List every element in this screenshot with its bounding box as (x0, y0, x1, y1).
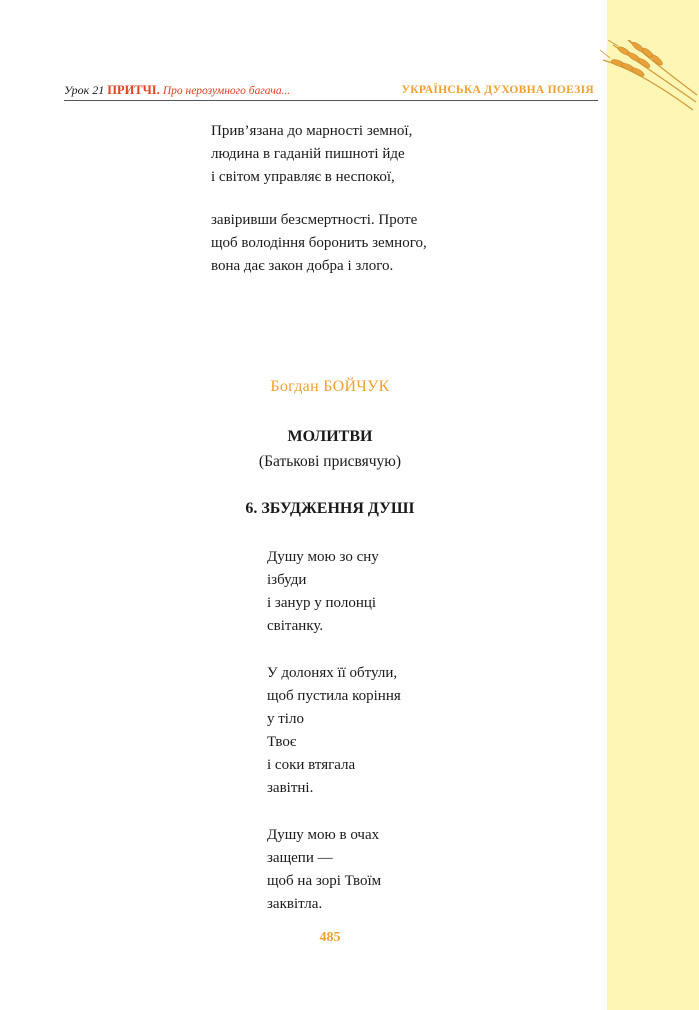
poem-line: завіривши безсмертності. Проте (211, 212, 418, 228)
poem-line: Прив’язана до марності земної, (211, 123, 413, 139)
prev-poem-stanza-1 (211, 120, 412, 189)
poem-line: і світом управляє в неспокої, (211, 169, 395, 185)
prev-poem-stanza-2 (211, 209, 427, 278)
poem-title: МОЛИТВИ (287, 428, 373, 445)
poem-line: щоб пустила коріння (267, 688, 401, 704)
poem-line: ізбуди (267, 572, 307, 588)
poem-line: защепи — (267, 850, 333, 866)
dedication: (Батькові присвячую) (258, 453, 402, 470)
wheat-icon (598, 40, 699, 115)
poem-stanza-2 (267, 662, 401, 800)
poem-line: людина в гаданій пишноті йде (211, 146, 405, 162)
poem-line: у тіло (267, 711, 304, 727)
poem-subheading: 6. ЗБУДЖЕННЯ ДУШІ (245, 500, 415, 517)
header-divider (64, 100, 598, 101)
lesson-label: Урок 21 (64, 83, 105, 97)
page-number: 485 (319, 930, 341, 945)
poem-line: вона дає закон добра і злого. (211, 258, 394, 274)
poem-line: завітні. (267, 780, 314, 796)
poem-line: Твоє (267, 734, 297, 750)
header-subtitle: Про нерозумного багача... (162, 85, 291, 97)
poem-line: Душу мою в очах (267, 827, 380, 843)
poem-line: і соки втягала (267, 757, 356, 773)
poem-line: заквітла. (267, 896, 323, 912)
poem-line: Душу мою зо сну (267, 549, 379, 565)
author-name: Богдан БОЙЧУК (270, 378, 390, 395)
poem-stanza-3 (267, 824, 381, 916)
running-header (64, 80, 598, 100)
section-title: УКРАЇНСЬКА ДУХОВНА ПОЕЗІЯ (401, 84, 594, 96)
parable-label: ПРИТЧІ. (107, 83, 160, 97)
poem-line: щоб володіння боронить земного, (211, 235, 427, 251)
poem-line: У долонях її обтули, (267, 665, 398, 681)
poem-line: і занур у полонці (267, 595, 377, 611)
poem-line: щоб на зорі Твоїм (267, 873, 382, 889)
poem-stanza-1 (267, 546, 379, 638)
poem-line: світанку. (267, 618, 324, 634)
